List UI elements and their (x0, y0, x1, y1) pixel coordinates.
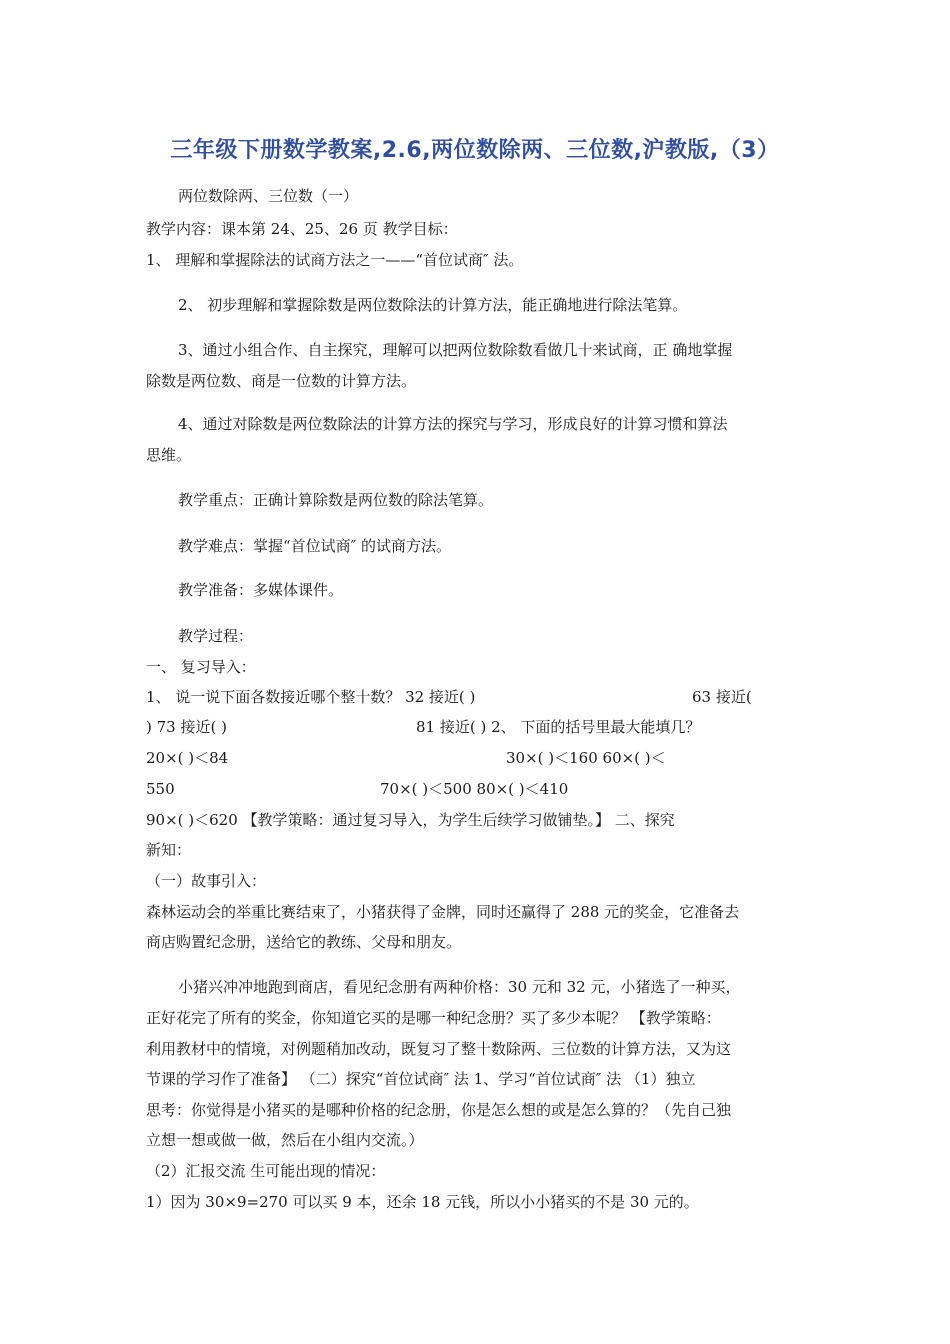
exercise-1: 1、 说一说下面各数接近哪个整十数？ 32 接近( ) (146, 688, 476, 706)
objective-2: 2、 初步理解和掌握除数是两位数除法的计算方法，能正确地进行除法笔算。 (178, 296, 688, 314)
exercise-1-c: ) 73 接近( ) (146, 718, 227, 736)
difficulty: 教学难点：掌握“首位试商″ 的试商方法。 (178, 537, 452, 555)
exercise-1-d: 81 接近( ) 2、 下面的括号里最大能填几？ (416, 718, 701, 736)
preparation: 教学准备：多媒体课件。 (178, 581, 344, 599)
exercise-2-d: 70×( )＜500 80×( )＜410 (380, 780, 569, 798)
exercise-2-a: 20×( )＜84 (146, 749, 229, 767)
key-point: 教学重点：正确计算除数是两位数的除法笔算。 (178, 491, 494, 509)
section-review: 一、 复习导入： (146, 658, 256, 676)
story-para-2-l3: 利用教材中的情境，对例题稍加改动，既复习了整十数除两、三位数的计算方法，又为这 (146, 1040, 732, 1058)
report-heading: （2）汇报交流 生可能出现的情况： (146, 1162, 386, 1180)
objective-3: 3、通过小组合作、自主探究，理解可以把两位数除数看做几十来试商，正 确地掌握 (178, 341, 733, 359)
story-para-1: 森林运动会的举重比赛结束了，小猪获得了金牌，同时还赢得了 288 元的奖金，它准备去 (146, 903, 740, 921)
subtitle: 两位数除两、三位数（一） (178, 187, 359, 205)
objective-3-cont: 除数是两位数、商是一位数的计算方法。 (146, 372, 417, 390)
exercise-2-e: 90×( )＜620 【教学策略：通过复习导入，为学生后续学习做铺垫。】 二、探究 (146, 811, 675, 829)
exercise-1-b: 63 接近( (692, 688, 752, 706)
story-heading: （一）故事引入： (146, 872, 267, 890)
exercise-2-c: 550 (146, 780, 175, 798)
objective-1: 1、 理解和掌握除法的试商方法之一——“首位试商″ 法。 (146, 251, 524, 269)
story-para-1-cont: 商店购置纪念册，送给它的教练、父母和朋友。 (146, 933, 462, 951)
new-knowledge: 新知： (146, 841, 192, 859)
document-title: 三年级下册数学教案,2.6,两位数除两、三位数,沪教版,（3） (170, 138, 780, 163)
exercise-2-b: 30×( )＜160 60×( )＜ (506, 749, 666, 767)
story-para-2: 小猪兴冲冲地跑到商店，看见纪念册有两种价格：30 元和 32 元，小猪选了一种买， (178, 978, 741, 996)
process-heading: 教学过程： (178, 627, 254, 645)
objective-4-cont: 思维。 (146, 446, 192, 464)
story-para-2-l4: 节课的学习作了准备】 （二）探究“首位试商″ 法 1、学习“首位试商″ 法 （1）独立 (146, 1070, 696, 1088)
objective-4: 4、通过对除数是两位数除法的计算方法的探究与学习，形成良好的计算习惯和算法 (178, 415, 728, 433)
story-para-2-l5: 思考：你觉得是小猪买的是哪种价格的纪念册，你是怎么想的或是怎么算的？（先自己独 (146, 1101, 732, 1119)
content-line: 教学内容：课本第 24、25、26 页 教学目标： (146, 220, 458, 238)
case-1: 1）因为 30×9=270 可以买 9 本，还余 18 元钱，所以小小猪买的不是 30 元的。 (146, 1193, 699, 1211)
story-para-2-l2: 正好花完了所有的奖金，你知道它买的是哪一种纪念册？买了多少本呢？ 【教学策略： (146, 1009, 721, 1027)
story-para-2-l6: 立想一想或做一做，然后在小组内交流。） (146, 1131, 424, 1149)
